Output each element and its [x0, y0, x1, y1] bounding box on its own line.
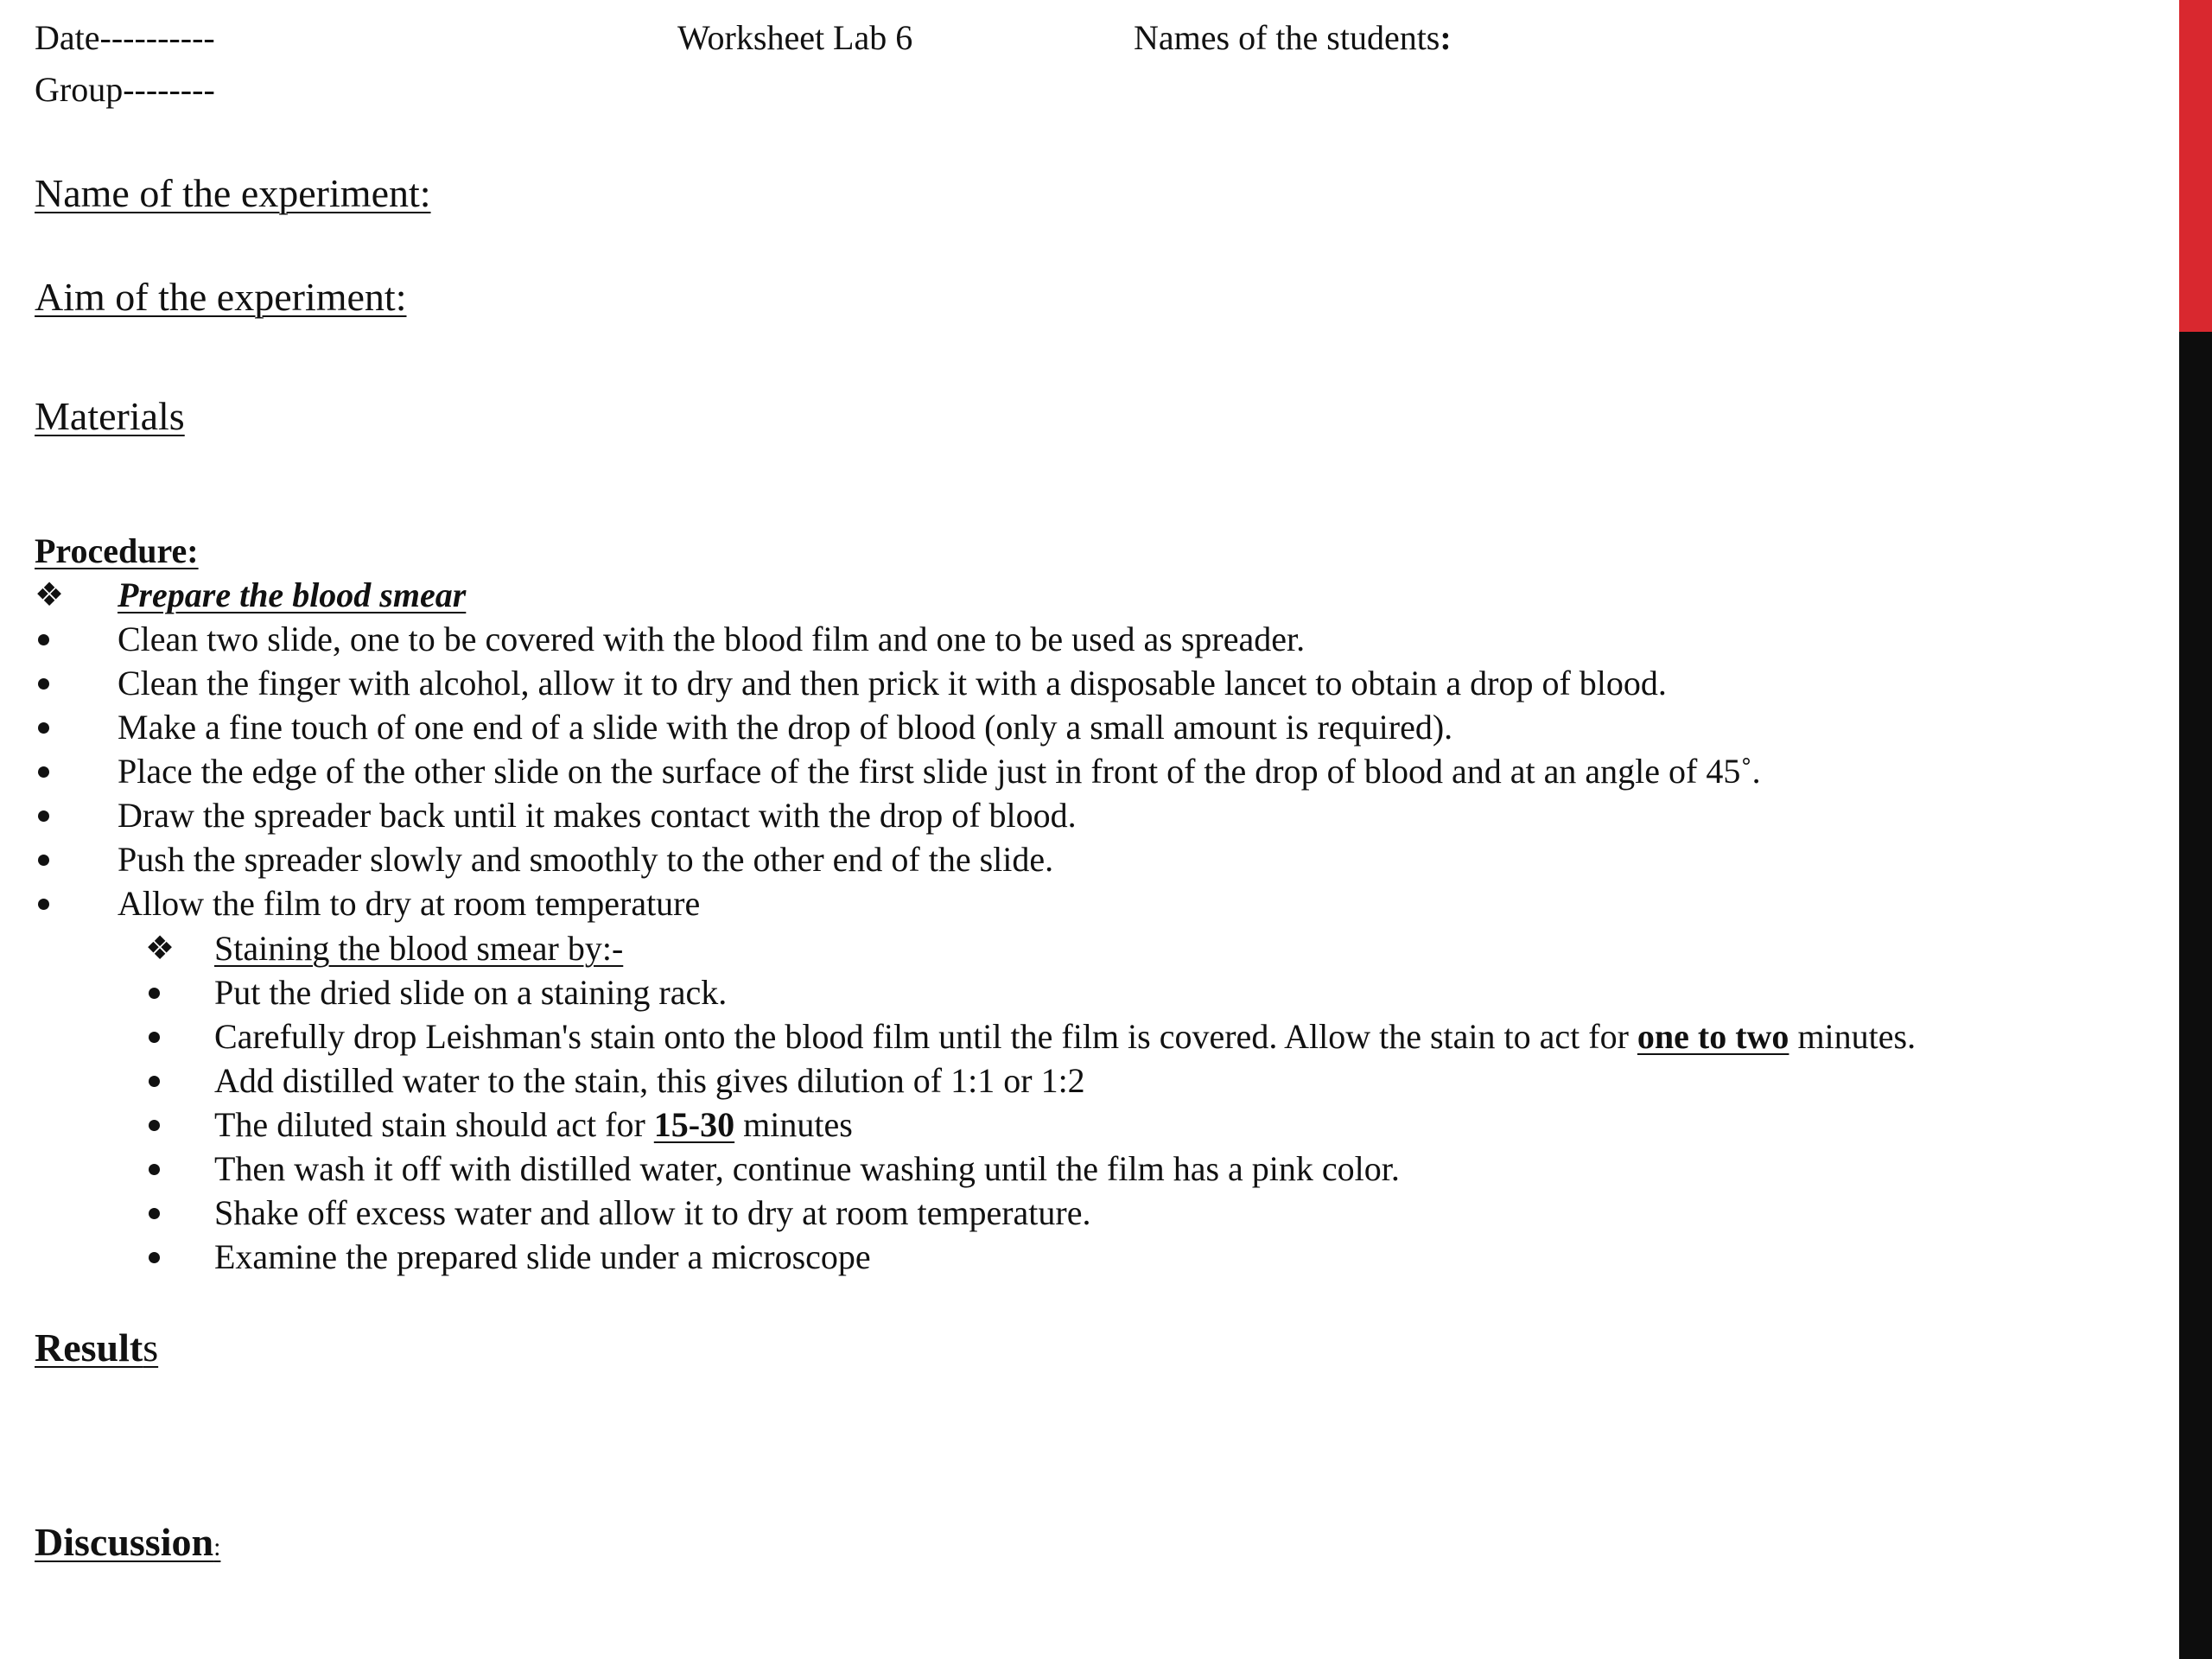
discussion-heading-colon: : [213, 1533, 221, 1561]
emphasis-duration: 15-30 [653, 1105, 735, 1144]
bullet-icon [149, 1208, 160, 1219]
step-text-part: Carefully drop Leishman's stain onto the blood film until the film is covered. Allow the stain to act for [214, 1017, 1637, 1056]
bullet-icon [149, 1076, 160, 1087]
emphasis-duration: one to two [1637, 1017, 1789, 1056]
bullet-icon [38, 766, 49, 778]
step-text: Put the dried slide on a staining rack. [214, 973, 728, 1012]
step-text-part: The diluted stain should act for [214, 1105, 654, 1144]
bullet-icon [149, 1120, 160, 1131]
bullet-icon [149, 1164, 160, 1175]
discussion-heading-main: Discussion [35, 1520, 214, 1564]
step-text: Then wash it off with distilled water, continue washing until the film has a pink color. [214, 1149, 1400, 1188]
group-field: Group-------- [35, 70, 215, 109]
bullet-icon [149, 988, 160, 999]
step-text [214, 1103, 853, 1147]
step-text: Make a fine touch of one end of a slide with the drop of blood (only a small amount is required). [118, 708, 1453, 747]
list-item [38, 837, 2112, 882]
list-item [38, 881, 2112, 926]
list-item [38, 705, 2112, 750]
step-text: Shake off excess water and allow it to dry at room temperature. [214, 1193, 1091, 1232]
accent-bar-dark [2179, 332, 2212, 1659]
step-text: Draw the spreader back until it makes contact with the drop of blood. [118, 796, 1077, 835]
bullet-icon [38, 634, 49, 645]
procedure-heading: Procedure: [35, 531, 199, 570]
list-item [38, 661, 2112, 706]
results-heading [35, 1323, 158, 1373]
students-label-colon: : [1440, 18, 1452, 57]
results-heading-tail: s [143, 1325, 159, 1370]
list-item [149, 970, 2171, 1015]
experiment-aim-heading: Aim of the experiment: [35, 275, 407, 319]
results-heading-main: Result [35, 1325, 143, 1370]
discussion-heading [35, 1517, 220, 1573]
step-text [214, 1014, 1916, 1059]
students-label-text: Names of the students [1134, 18, 1440, 57]
students-names-label [1134, 16, 1452, 60]
list-item [149, 1235, 2171, 1280]
list-item [149, 1103, 2171, 1147]
list-item [149, 1058, 2171, 1103]
step-text: Examine the prepared slide under a microscope [214, 1237, 871, 1276]
diamond-bullet-icon: ❖ [145, 931, 175, 967]
step-text: Allow the film to dry at room temperature [118, 884, 701, 923]
list-item [38, 749, 2112, 794]
list-item [38, 617, 2112, 662]
bullet-icon [149, 1032, 160, 1043]
bullet-icon [38, 722, 49, 734]
step-text: Clean two slide, one to be covered with the blood film and one to be used as spreader. [118, 620, 1306, 658]
diamond-bullet-icon: ❖ [35, 577, 65, 613]
step-text: Push the spreader slowly and smoothly to the other end of the slide. [118, 840, 1054, 879]
date-field: Date---------- [35, 18, 215, 57]
step-text-part: minutes [734, 1105, 853, 1144]
bullet-icon [38, 855, 49, 866]
list-item [149, 1147, 2171, 1192]
worksheet-title: Worksheet Lab 6 [677, 18, 913, 57]
step-text: Place the edge of the other slide on the surface of the first slide just in front of the drop of blood and at an angle of 45˚. [118, 752, 1761, 791]
bullet-icon [149, 1252, 160, 1263]
list-item [38, 793, 2112, 838]
bullet-icon [38, 678, 49, 690]
step-text: Add distilled water to the stain, this gives dilution of 1:1 or 1:2 [214, 1061, 1085, 1100]
prepare-smear-heading: Prepare the blood smear [118, 575, 467, 614]
bullet-icon [38, 810, 49, 822]
bullet-icon [38, 899, 49, 910]
staining-heading: Staining the blood smear by:- [214, 929, 624, 968]
accent-bar-red [2179, 0, 2212, 332]
step-text: Clean the finger with alcohol, allow it to dry and then prick it with a disposable lancet to obtain a drop of blood. [118, 664, 1667, 702]
list-item [149, 1014, 2171, 1059]
experiment-name-heading: Name of the experiment: [35, 171, 431, 215]
step-text-part: minutes. [1789, 1017, 1916, 1056]
list-item [149, 1191, 2171, 1236]
materials-heading: Materials [35, 394, 185, 438]
